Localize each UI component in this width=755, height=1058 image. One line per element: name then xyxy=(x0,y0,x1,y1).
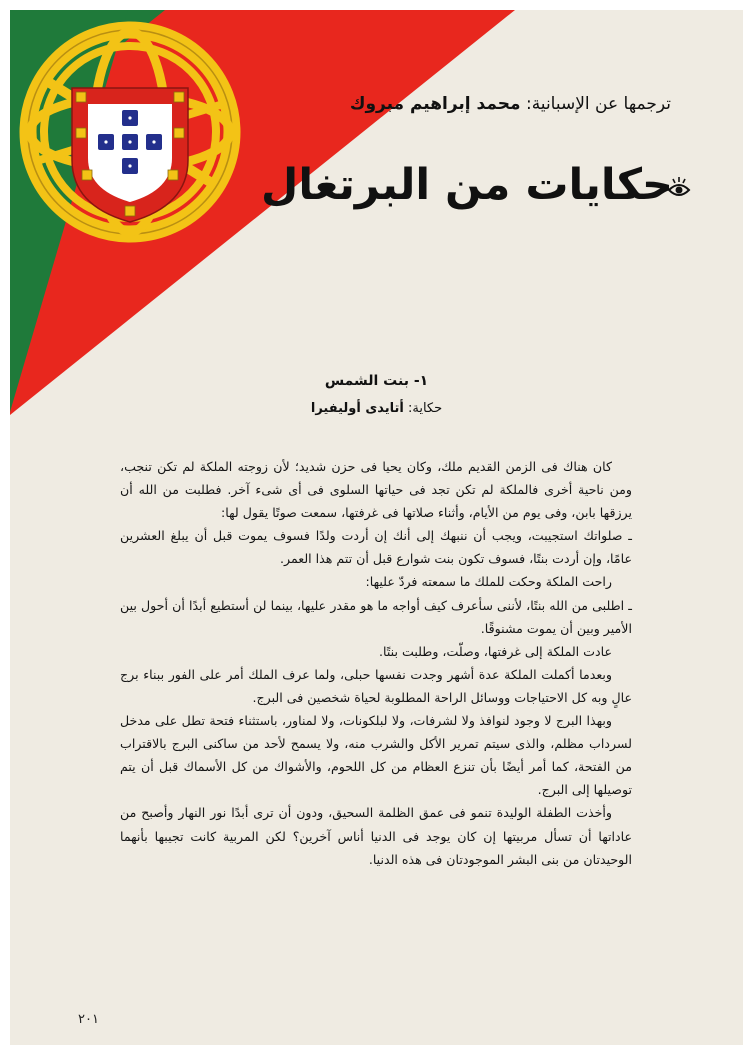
narrator-name: أتايدى أوليفيرا xyxy=(310,401,404,416)
book-page xyxy=(10,10,743,1045)
paragraph: عادت الملكة إلى غرفتها، وصلّت، وطلبت بنتًا. xyxy=(379,643,612,659)
translator-name: محمد إبراهيم مبروك xyxy=(349,94,521,114)
paragraph: وأخذت الطفلة الوليدة تنمو فى عمق الظلمة السحيق، ودون أن ترى أبدًا نور النهار وأصبح من عاداتها أن تسأل مربيتها إن كان يوجد فى الدنيا أناس آخرين؟ لكن المربية كانت تجيبها بأنهما الوحيدتان من بنى البشر الموجودتان فى هذه الدنيا. xyxy=(120,805,632,867)
paragraph: وبعدما أكملت الملكة عدة أشهر وجدت نفسها حبلى، ولما عرف الملك أمر على الفور ببناء برج عالٍ وبه كل الاحتياجات ووسائل الراحة المطلوبة لحياة شخصين فى البرج. xyxy=(120,666,632,705)
narrator-prefix: حكاية: xyxy=(407,401,443,416)
paragraph: راحت الملكة وحكت للملك ما سمعته فردّ عليها: xyxy=(365,574,612,590)
paragraph: ـ صلواتك استجيبت، ويجب أن ننبهك إلى أنك إن أردت ولدًا فسوف يموت قبل أن يبلغ العشرين عامًا، وإن أردت بنتًا، فسوف تكون بنت شوارع قبل أن تتم هذا العمر. xyxy=(120,528,632,567)
story-narrator xyxy=(10,401,743,416)
story-body xyxy=(120,455,632,871)
paragraph: ـ اطلبى من الله بنتًا، لأننى سأعرف كيف أواجه ما هو مقدر عليها، بينما لن أستطيع أبدًا أن أحول بين الأمير وبين أن يموت مشنوقًا. xyxy=(120,597,632,636)
translator-prefix: ترجمها عن الإسبانية: xyxy=(525,94,671,114)
page-number: ٢٠١ xyxy=(78,1012,99,1027)
story-title: ١- بنت الشمس xyxy=(324,373,429,389)
translator-credit xyxy=(350,94,671,114)
paragraph: كان هناك فى الزمن القديم ملك، وكان يحيا فى حزن شديد؛ لأن زوجته الملكة لم تكن تنجب، ومن ناحية أخرى فالملكة لم تكن تجد فى حياتها السلوى فى أى شىء آخر. فطلبت من الله أن يرزقها بابن، وفى يوم من الأيام، وأثناء صلاتها فى غرفتها، سمعت صوتًا يقول لها: xyxy=(120,459,632,521)
series-title: حكايات من البرتغال xyxy=(261,160,673,210)
paragraph: وبهذا البرج لا وجود لنوافذ ولا لشرفات، ولا لبلكونات، ولا لمناور، باستثناء فتحة تطل على مدخل لسرداب مظلم، والذى سيتم تمرير الأكل والشرب منه، ولا يسمح لأحد من ساكنى البرج بالاقتراب من الفتحة، كما أمر أيضًا بأن تنزع العظام من كل اللحوم، والأشواك من كل الأسماك قبل أن يتم توصيلها إلى البرج. xyxy=(120,713,632,798)
portuguese-flag-graphic xyxy=(10,10,743,430)
eye-ornament-icon xyxy=(666,174,692,204)
